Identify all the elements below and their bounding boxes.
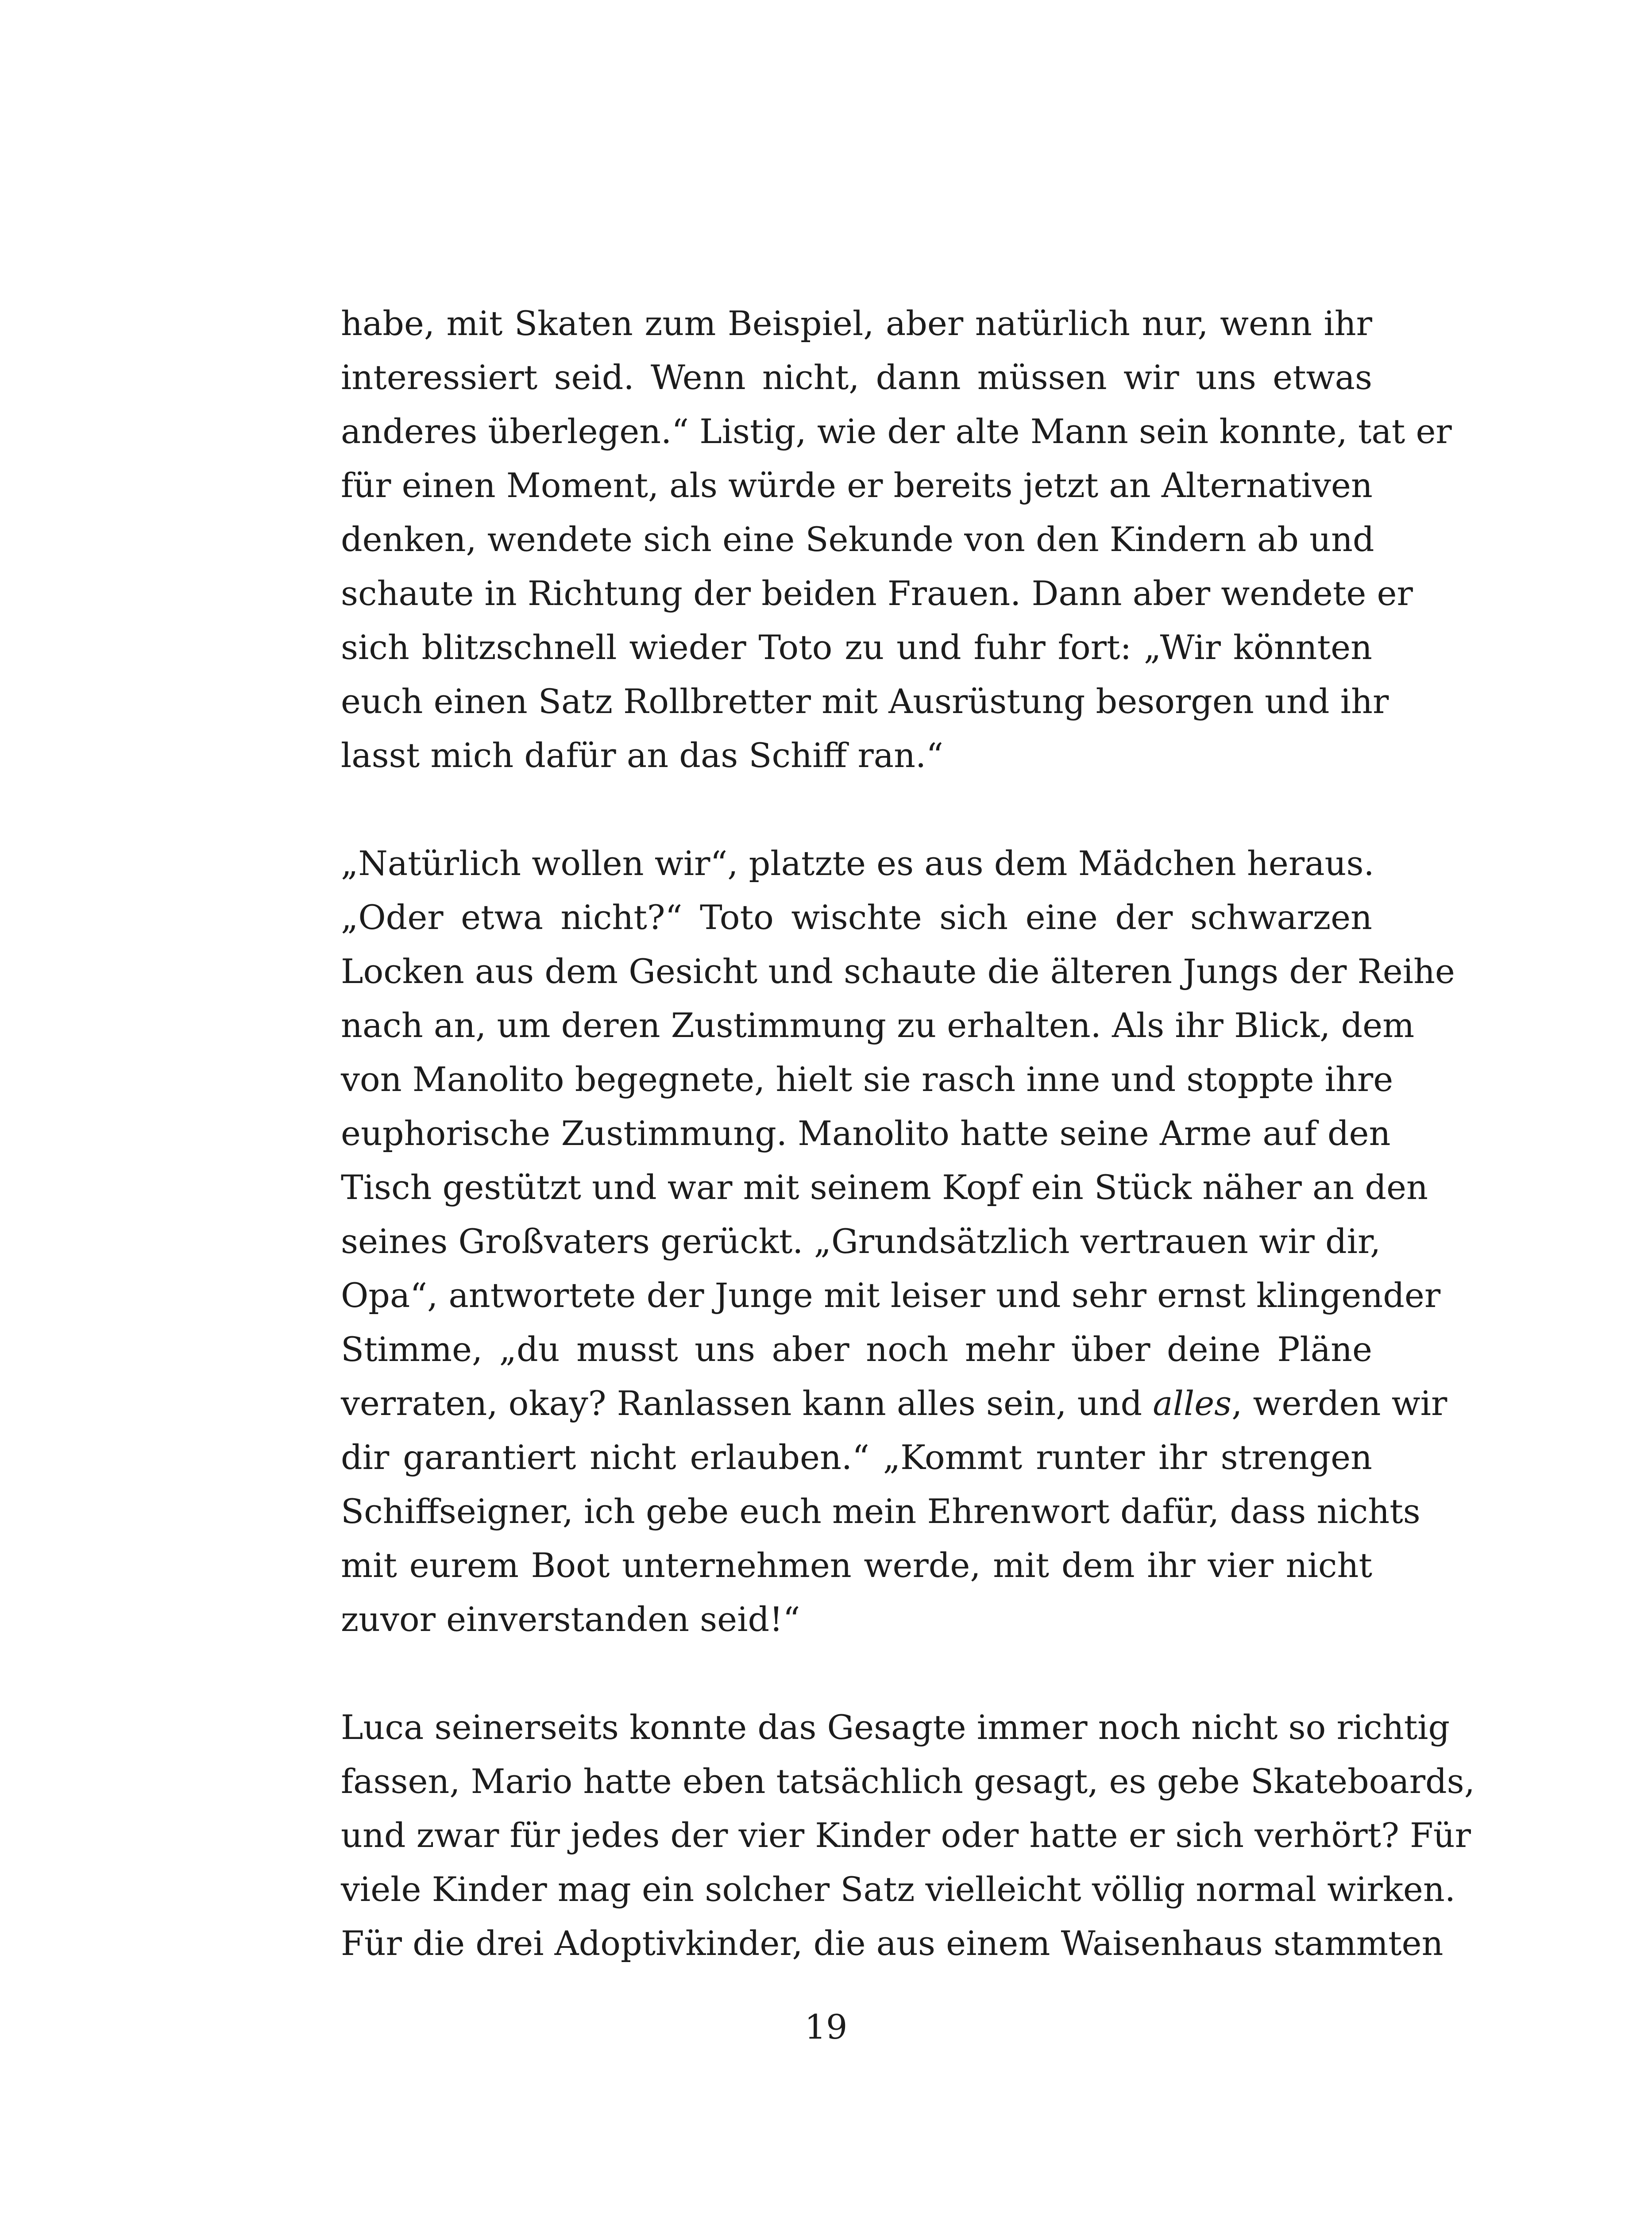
text-line: lasst mich dafür an das Schiff ran.“ bbox=[341, 736, 944, 775]
text-line: euch einen Satz Rollbretter mit Ausrüstung besorgen und ihr bbox=[341, 682, 1389, 721]
text-line: und zwar für jedes der vier Kinder oder hatte er sich verhört? Für bbox=[341, 1816, 1471, 1855]
paragraph-1 bbox=[341, 297, 1452, 783]
text-line: „Natürlich wollen wir“, platzte es aus dem Mädchen heraus. bbox=[341, 844, 1374, 883]
text-line: für einen Moment, als würde er bereits jetzt an Alternativen bbox=[341, 466, 1373, 505]
text-line: habe, mit Skaten zum Beispiel, aber natürlich nur, wenn ihr bbox=[341, 304, 1372, 343]
text-line: dir garantiert nicht erlauben.“ „Kommt runter ihr strengen bbox=[341, 1438, 1372, 1477]
text-segment: verraten, okay? Ranlassen kann alles sein, und bbox=[341, 1384, 1153, 1423]
text-line: Schiffseigner, ich gebe euch mein Ehrenwort dafür, dass nichts bbox=[341, 1492, 1420, 1531]
text-line: nach an, um deren Zustimmung zu erhalten. Als ihr Blick, dem bbox=[341, 1006, 1415, 1045]
text-line: Stimme, „du musst uns aber noch mehr über deine Pläne bbox=[341, 1330, 1372, 1369]
text-line: sich blitzschnell wieder Toto zu und fuhr fort: „Wir könnten bbox=[341, 628, 1372, 667]
text-line: anderes überlegen.“ Listig, wie der alte Mann sein konnte, tat er bbox=[341, 412, 1452, 451]
text-line: fassen, Mario hatte eben tatsächlich gesagt, es gebe Skateboards, bbox=[341, 1762, 1475, 1801]
text-line: Tisch gestützt und war mit seinem Kopf ein Stück näher an den bbox=[341, 1168, 1428, 1207]
paragraph-2 bbox=[341, 837, 1455, 1646]
text-line: Locken aus dem Gesicht und schaute die älteren Jungs der Reihe bbox=[341, 952, 1455, 991]
emphasis-word: alles bbox=[1153, 1384, 1232, 1423]
text-line-with-emphasis bbox=[341, 1376, 1447, 1430]
text-line: seines Großvaters gerückt. „Grundsätzlich vertrauen wir dir, bbox=[341, 1222, 1381, 1261]
text-line: „Oder etwa nicht?“ Toto wischte sich eine der schwarzen bbox=[341, 898, 1372, 937]
text-line: interessiert seid. Wenn nicht, dann müssen wir uns etwas bbox=[341, 358, 1372, 397]
text-line: zuvor einverstanden seid!“ bbox=[341, 1600, 800, 1639]
text-line: mit eurem Boot unternehmen werde, mit dem ihr vier nicht bbox=[341, 1546, 1372, 1585]
text-line: viele Kinder mag ein solcher Satz vielleicht völlig normal wirken. bbox=[341, 1870, 1455, 1909]
body-text bbox=[341, 297, 1475, 1970]
text-line: Für die drei Adoptivkinder, die aus einem Waisenhaus stammten bbox=[341, 1924, 1444, 1963]
text-line: von Manolito begegnete, hielt sie rasch inne und stoppte ihre bbox=[341, 1060, 1393, 1099]
text-line: Luca seinerseits konnte das Gesagte immer noch nicht so richtig bbox=[341, 1708, 1450, 1747]
text-segment: , werden wir bbox=[1231, 1384, 1447, 1423]
text-line: schaute in Richtung der beiden Frauen. Dann aber wendete er bbox=[341, 574, 1413, 613]
page-number: 19 bbox=[804, 2007, 848, 2047]
paragraph-3 bbox=[341, 1700, 1475, 1970]
text-line: denken, wendete sich eine Sekunde von den Kindern ab und bbox=[341, 520, 1374, 559]
text-line: Opa“, antwortete der Junge mit leiser und sehr ernst klingender bbox=[341, 1276, 1441, 1315]
text-line: euphorische Zustimmung. Manolito hatte seine Arme auf den bbox=[341, 1114, 1391, 1153]
